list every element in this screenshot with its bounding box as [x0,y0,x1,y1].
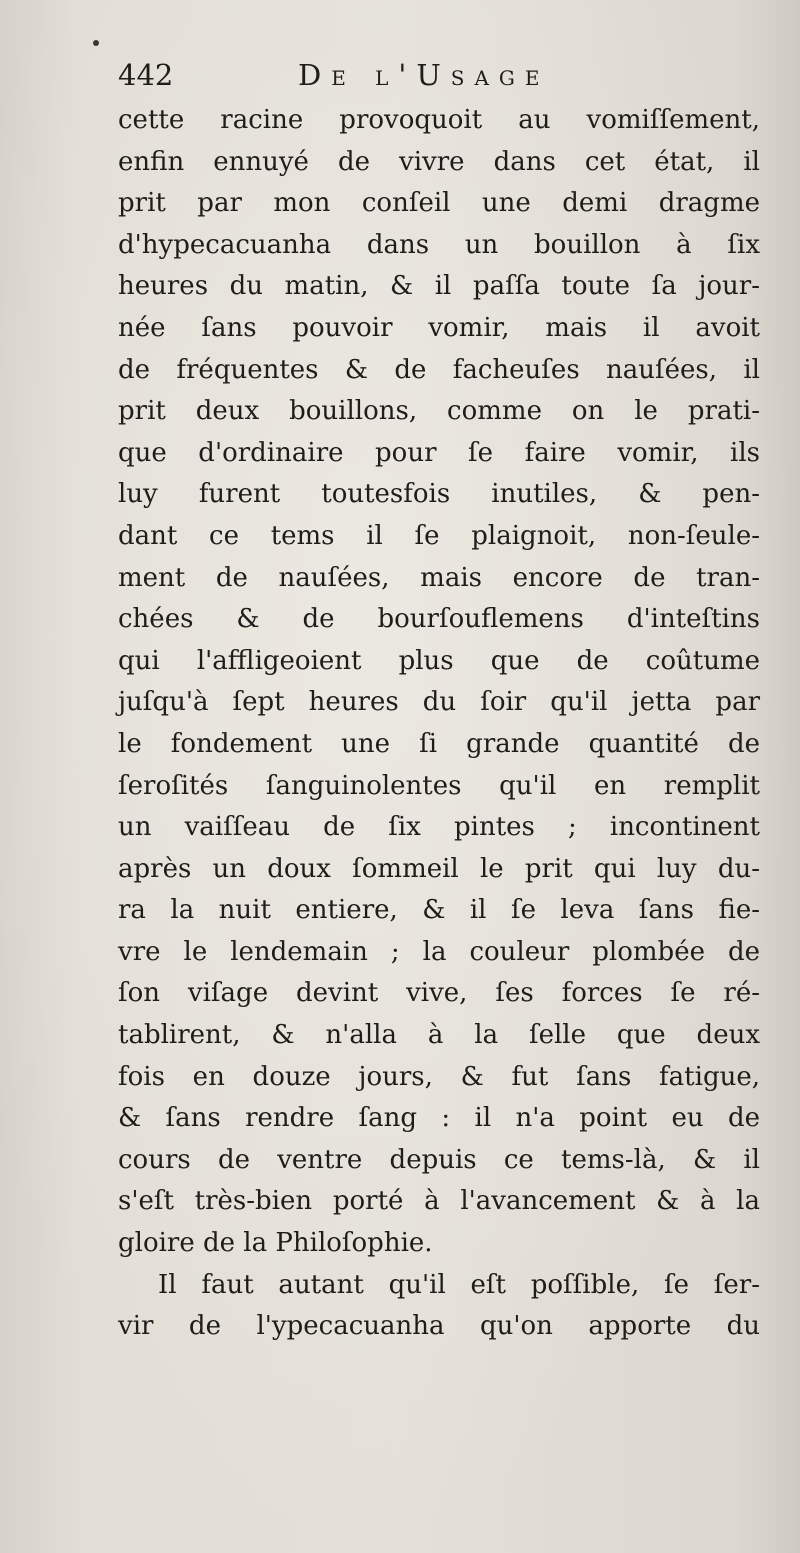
text-line: dant ce tems il ſe plaignoit, non-ſeule- [118,520,760,551]
text-line: un vaiſſeau de ſix pintes ; incontinent [118,812,760,843]
paragraph-start-line: Il faut autant qu'il eſt poſſible, ſe ſer- [158,1269,760,1300]
text-line: & ſans rendre ſang : il n'a point eu de [118,1103,760,1134]
text-line: chées & de bourſouflemens d'inteſtins [118,604,760,635]
text-line: prit par mon conſeil une demi dragme [118,188,760,219]
text-line: prit deux bouillons, comme on le prati- [118,396,760,427]
running-title: De l'Usage [298,58,550,92]
text-line: luy furent toutesfois inutiles, & pen- [118,479,760,510]
text-line: s'eſt très-bien porté à l'avancement & à la [118,1186,760,1217]
text-line: cours de ventre depuis ce tems-là, & il [118,1144,760,1175]
paragraph-end-line: gloire de la Philoſophie. [118,1228,433,1259]
text-line: tablirent, & n'alla à la ſelle que deux [118,1020,760,1051]
text-line: fois en douze jours, & fut ſans fatigue, [118,1061,760,1092]
text-line: juſqu'à ſept heures du ſoir qu'il jetta par [118,687,760,718]
page-number: 442 [118,58,174,92]
text-line: ment de nauſées, mais encore de tran- [118,562,760,593]
text-line: vre le lendemain ; la couleur plombée de [118,936,760,967]
text-line: d'hypecacuanha dans un bouillon à ſix [118,229,760,260]
text-line: ſeroſités ſanguinolentes qu'il en remplit [118,770,760,801]
text-line: le fondement une ſi grande quantité de [118,728,760,759]
text-line: ra la nuit entiere, & il ſe leva ſans fie- [118,895,760,926]
text-line: après un doux ſommeil le prit qui luy du- [118,853,760,884]
text-line: ſon viſage devint vive, ſes forces ſe ré- [118,978,760,1009]
ink-spot [93,40,99,46]
text-line: que d'ordinaire pour ſe faire vomir, ils [118,437,760,468]
page-header [118,52,758,98]
text-line: heures du matin, & il paſſa toute ſa jour- [118,271,760,302]
body-text [118,100,760,1348]
text-line: vir de l'ypecacuanha qu'on apporte du [118,1311,760,1342]
text-line: née ſans pouvoir vomir, mais il avoit [118,312,760,343]
text-line: cette racine provoquoit au vomiſſement, [118,105,760,135]
text-line: enfin ennuyé de vivre dans cet état, il [118,146,760,177]
text-line: de fréquentes & de facheuſes nauſées, il [118,354,760,385]
text-line: qui l'affligeoient plus que de coûtume [118,645,760,676]
